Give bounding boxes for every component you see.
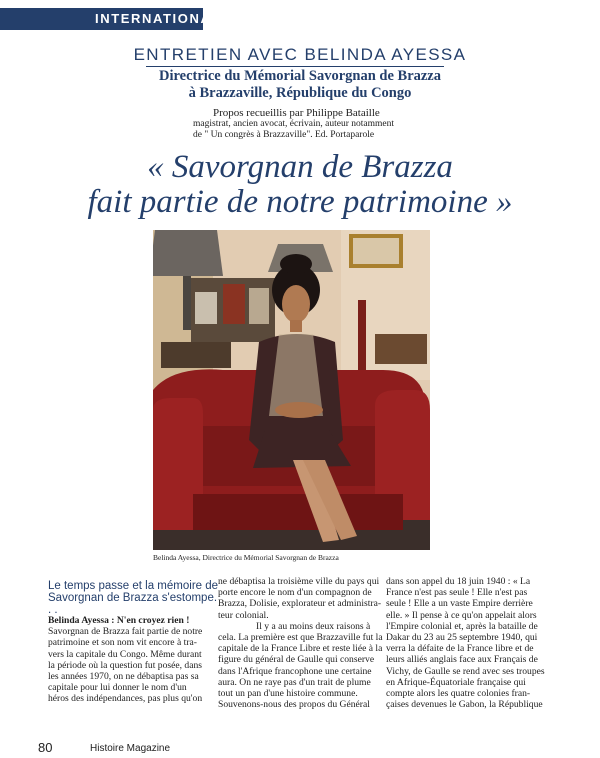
body-line: l'Empire colonial et, après la bataille de — [386, 620, 538, 632]
body-line: leurs alliés anglais face aux Français de — [386, 654, 538, 666]
body-line: en Afrique-Équatoriale française qui — [386, 676, 526, 688]
photo-caption: Belinda Ayessa, Directrice du Mémorial Savorgnan de Brazza — [153, 553, 339, 562]
body-line: Vichy, de Gaulle se rend avec ses troupes — [386, 665, 545, 677]
body-line: verra la défaite de la France libre et de — [386, 643, 534, 655]
body-line: porte encore le nom d'un compagnon de — [218, 587, 372, 599]
interview-title: ENTRETIEN AVEC BELINDA AYESSA — [133, 45, 467, 64]
portrait-photo — [153, 230, 430, 550]
body-line: Belinda Ayessa : N'en croyez rien ! — [48, 615, 190, 626]
interviewer-bio-line2: de " Un congrès à Brazzaville". Ed. Portaparole — [193, 130, 375, 140]
interviewer-credit: Propos recueillis par Philippe Bataille — [213, 107, 380, 119]
page-number: 80 — [38, 740, 53, 755]
body-line: Brazza, Dolisie, explorateur et administra- — [218, 598, 382, 610]
interviewer-bio-line1: magistrat, ancien avocat, écrivain, auteur notamment — [193, 119, 394, 129]
article-column-3 — [386, 576, 545, 710]
section-heading: Le temps passe et la mémoire de Savorgnan de Brazza s'estompe. . . — [48, 580, 219, 616]
body-line: vers la capitale du Congo. Même durant — [48, 648, 202, 660]
body-line: aura. On ne raye pas d'un trait de plume — [218, 676, 371, 688]
body-line: les années 1970, on ne débaptisa pas sa — [48, 671, 199, 683]
body-line: France n'est pas seule ! Elle n'est pas — [386, 587, 528, 599]
body-line: la période où la question fut posée, dans — [48, 659, 202, 671]
body-line: héros des indépendances, pas plus qu'on — [48, 693, 203, 705]
body-line: figure du général de Gaulle qui conserve — [218, 654, 375, 666]
subject-role-line2: à Brazzaville, République du Congo — [188, 85, 412, 101]
section-banner — [0, 8, 221, 30]
body-line: Souvenons-nous des propos du Général — [218, 699, 370, 711]
title-divider — [146, 66, 444, 67]
article-column-2 — [218, 576, 383, 710]
body-line: teur colonial. — [218, 609, 269, 621]
body-line: Il y a au moins deux raisons à — [256, 620, 371, 632]
body-line: ne débaptisa la troisième ville du pays qui — [218, 576, 380, 587]
headline-quote-line2: fait partie de notre patrimoine » — [87, 184, 513, 220]
article-column-1 — [48, 615, 202, 705]
body-line: cela. La première est que Brazzaville fut la — [218, 632, 383, 644]
body-line: Dakar du 23 au 25 septembre 1940, qui — [386, 632, 538, 644]
body-line: dans son appel du 18 juin 1940 : « La — [386, 576, 531, 587]
body-line: elle. » Il pense à ce qu'on appelait alors — [386, 609, 537, 621]
subject-role-line1: Directrice du Mémorial Savorgnan de Brazza — [158, 68, 441, 84]
body-line: capitale de la France Libre et reste liée à la — [218, 643, 383, 655]
body-line: capitale pour lui donner le nom d'un — [48, 682, 187, 694]
body-line: tout un pan d'une histoire commune. — [218, 688, 358, 700]
body-line: patrimoine et son nom vit encore à tra- — [48, 637, 197, 649]
body-line: compte alors les quatre colonies fran- — [386, 688, 531, 700]
body-line: çaises devenues le Gabon, la République — [386, 699, 543, 711]
body-line: dans l'Afrique francophone une certaine — [218, 665, 372, 677]
headline-quote-line1: « Savorgnan de Brazza — [147, 149, 453, 185]
magazine-name: Histoire Magazine — [90, 743, 171, 754]
section-label: INTERNATIONAL — [95, 11, 221, 26]
body-line: Savorgnan de Brazza fait partie de notre — [48, 626, 203, 638]
body-line: seule ! Elle a un vaste Empire derrière — [386, 598, 533, 610]
